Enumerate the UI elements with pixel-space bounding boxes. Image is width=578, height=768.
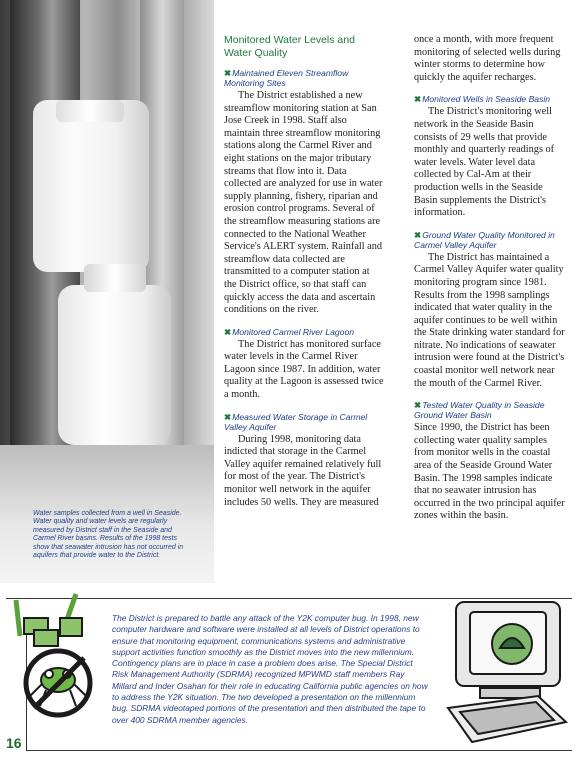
body-paragraph: The District established a new streamflow monitoring station at San Jose Creek in 1998. Staff also maintain three streamflow monitoring stations along the Carmel River and eight stations on the major tributary streams that flow into it. Data collected are analyzed for use in water supply planning, fishery, riparian and erosion control programs. Several of the streamflow measuring stations are connected to the National Weather Service's ALERT system. Rainfall and streamflow data collected are transmitted to a computer station at the District office, so that staff can quickly access the data and ascertain conditions on the river. (224, 90, 383, 316)
body-paragraph: During 1998, monitoring data indicted that storage in the Carmel Valley aquifer remained relatively full for most of the year. The District's monitor well network in the aquifer includes 50 wells. They are measured (224, 433, 382, 508)
y2k-bug-icon (6, 588, 106, 718)
column-left (224, 34, 384, 519)
column-right (414, 34, 566, 533)
subsection-heading: ✖Monitored Wells in Seaside Basin (414, 94, 551, 105)
computer-icon (442, 596, 572, 750)
subsection-heading: ✖Measured Water Storage in Carmel Valley Aquifer (224, 411, 368, 432)
sample-bottle-upper (33, 100, 149, 272)
y2k-text: The District is prepared to battle any attack of the Y2K computer bug. In 1998, new computer hardware and software were installed at all levels of District operations to ensure that monitoring equipment, communications systems and administrative support activities function smoothly as the District moves into the new millennium. Contingency plans are in place in case a problem does arise. The Special District Risk Management Authority (SDRMA) recognized MPWMD staff members Ray Millard and Inder Osahan for their role in educating California public agencies on how to address the Y2K situation. The two developed a presentation on the millennium bug. SDRMA videotaped portions of the presentation and then distributed the tape to over 400 SDRMA member agencies. (112, 613, 428, 725)
body-paragraph: The District's monitoring well network in the Seaside Basin consists of 29 wells that provide monthly and quarterly readings of water levels. Water level data collected by Cal-Am at their production wells in the Seaside Basin supplements the District's information. (414, 106, 555, 219)
divider-bottom (26, 750, 572, 751)
water-sample-photo (0, 0, 214, 583)
subsection-heading: ✖Maintained Eleven Streamflow Monitoring Sites (224, 68, 349, 88)
body-paragraph: The District has maintained a Carmel Valley Aquifer water quality monitoring program since 1981. Results from the 1998 samplings indicated that water quality in the aquifer continues to be well within the State drinking water standard for nitrate. No indications of seawater intrusion were found at the District's coastal monitor well network near the mouth of the Carmel River. (414, 251, 565, 389)
sample-bottle-cap (84, 264, 146, 292)
photo-caption: Water samples collected from a well in Seaside. Water quality and water levels are regularly measured by District staff in the Seaside and Carmel River basins. Results of the 1998 tests show that seawater intrusion has not occurred in aquifers that provide water to the District. (33, 510, 184, 560)
bullet-icon: ✖ (414, 400, 422, 411)
sample-bottle-cap (56, 100, 124, 122)
bullet-icon: ✖ (414, 94, 422, 105)
page-number: 16 (6, 735, 22, 751)
bullet-icon: ✖ (224, 411, 232, 422)
bullet-icon: ✖ (224, 68, 232, 78)
bullet-icon: ✖ (224, 326, 232, 337)
bullet-icon: ✖ (414, 229, 422, 240)
sample-bottle-lower (58, 285, 171, 445)
subsection-heading: ✖Monitored Carmel River Lagoon (224, 326, 355, 337)
body-paragraph-continued: once a month, with more frequent monitoring of selected wells during winter storms to determine how quickly the aquifer recharges. (414, 34, 561, 83)
body-paragraph: The District has monitored surface water levels in the Carmel River Lagoon since 1987. In addition, water quality at the Lagoon is assessed twice a month. (224, 338, 384, 401)
subsection-heading: ✖Ground Water Quality Monitored in Carmel Valley Aquifer (414, 229, 555, 250)
section-title: Monitored Water Levels and Water Quality (224, 34, 355, 59)
body-paragraph: Since 1990, the District has been collecting water quality samples from monitor wells in the coastal area of the Seaside Ground Water Basin. The 1998 samples indicate that no seawater intrusion has occurred in the two principal aquifer zones within the basin. (414, 422, 565, 522)
subsection-heading: ✖Tested Water Quality in Seaside Ground Water Basin (414, 400, 545, 421)
